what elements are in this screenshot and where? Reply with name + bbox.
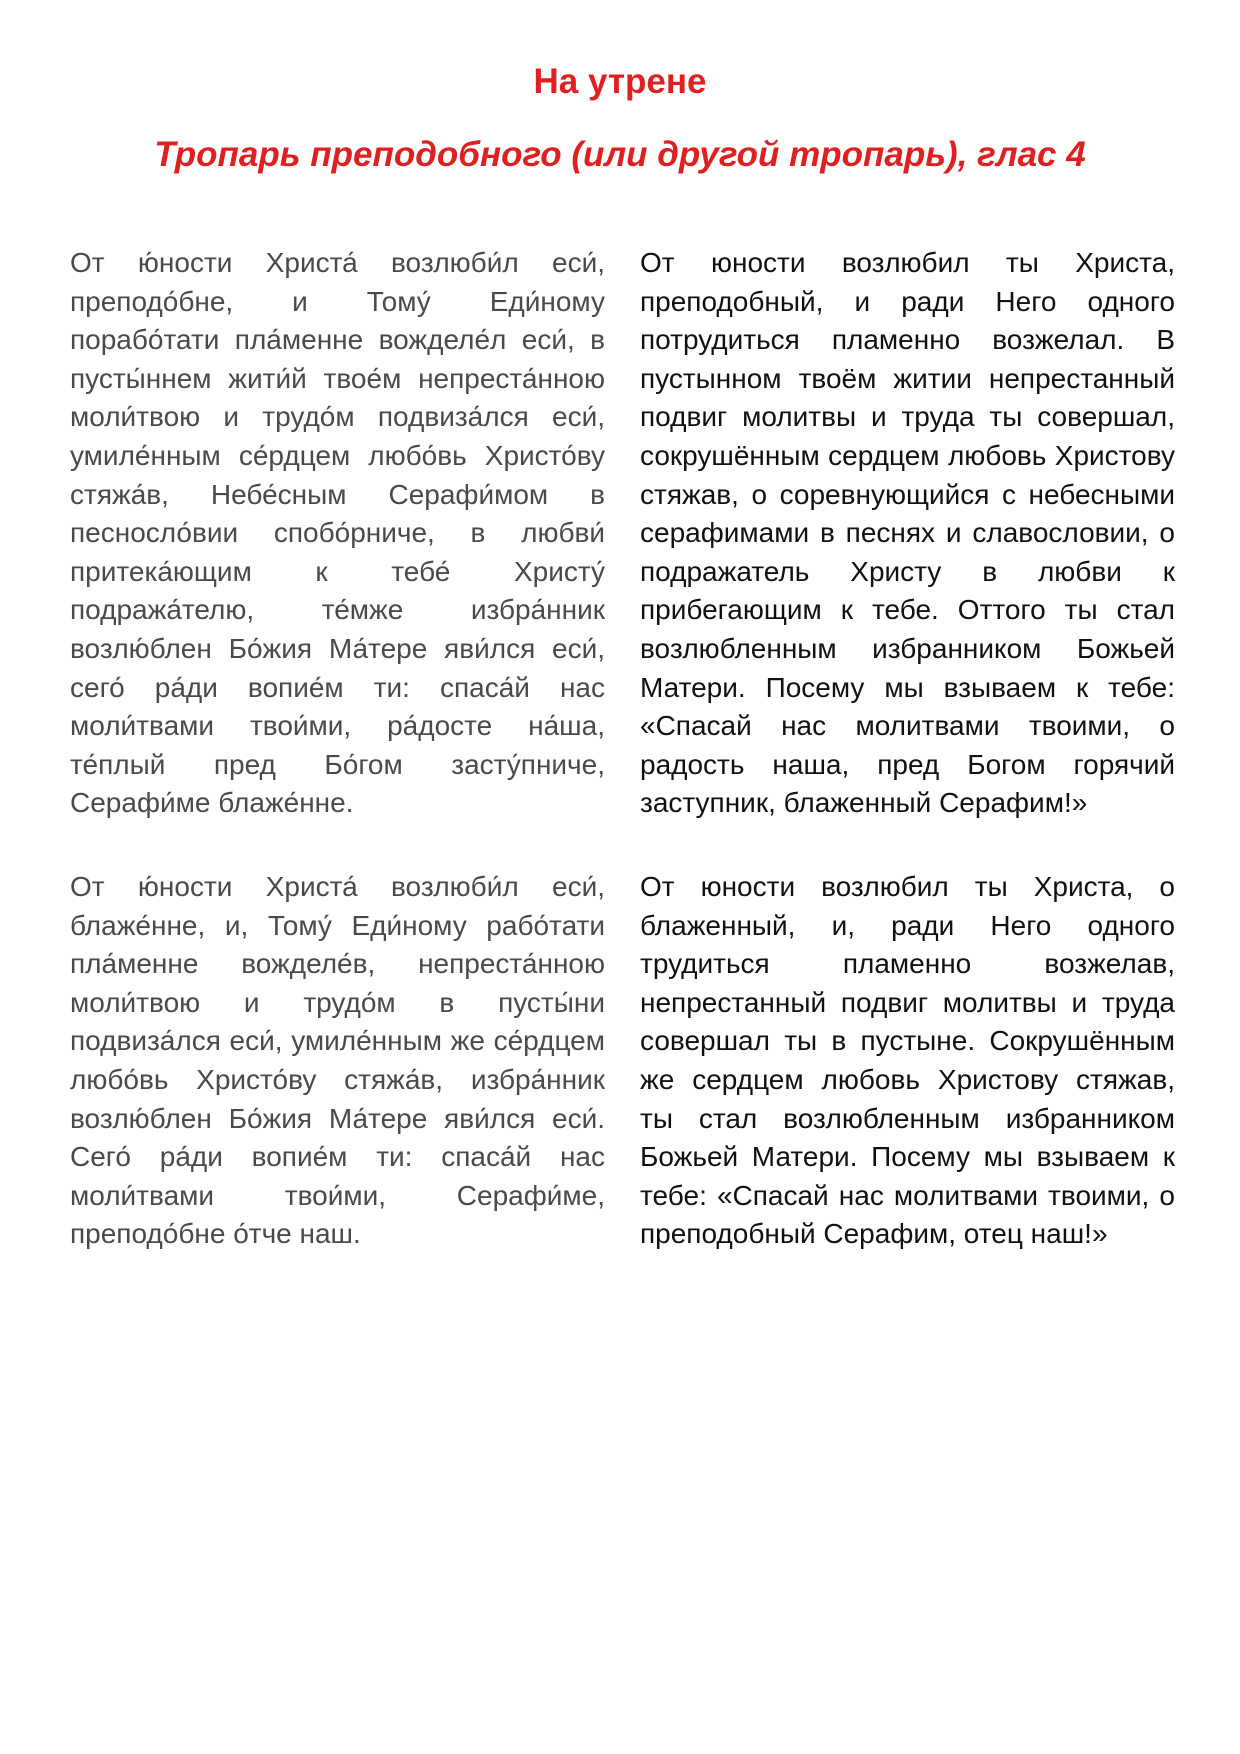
- page-subtitle: Тропарь преподобного (или другой тропарь), глас 4: [154, 135, 1086, 174]
- church-slavonic-text-2: От ю́ности Христа́ возлюби́л еси́, блаже́нне, и, Тому́ Еди́ному рабо́тати пла́менне вожделе́в, непреста́нною моли́твою и трудо́м в пусты́ни подвиза́лся еси́, умиле́нным же се́рдцем любо́вь Христо́ву стяжа́в, избра́нник возлю́блен Бо́жия Ма́тере яви́лся еси́. Сего́ ра́ди вопие́м ти: спаса́й нас моли́твами твои́ми, Серафи́ме, преподо́бне о́тче наш.: [70, 871, 605, 1250]
- russian-text-2: От юности возлюбил ты Христа, о блаженный, и, ради Него одного трудиться пламенно возжелав, непрестанный подвиг молитвы и труда совершал ты в пустыне. Сокрушённым же сердцем любовь Христову стяжав, ты стал возлюбленным избранником Божьей Матери. Посему мы взываем к тебе: «Спасай нас молитвами твоими, о преподобный Серафим, отец наш!»: [640, 871, 1175, 1250]
- page-title: На утрене: [533, 62, 707, 101]
- russian-text-1: От юности возлюбил ты Христа, преподобный, и ради Него одного потрудиться пламенно возжелал. В пустынном твоём житии непрестанный подвиг молитвы и труда ты совершал, сокрушённым сердцем любовь Христову стяжав, о соревнующийся с небесными серафимами в песнях и славословии, о подражатель Христу в любви к прибегающим к тебе. Оттого ты стал возлюбленным избранником Божьей Матери. Посему мы взываем к тебе: «Спасай нас молитвами твоими, о радость наша, пред Богом горячий заступник, блаженный Серафим!»: [640, 247, 1175, 819]
- troparion-section-1: [70, 244, 1175, 823]
- church-slavonic-text-1: От ю́ности Христа́ возлюби́л еси́, преподо́бне, и Тому́ Еди́ному порабо́тати пла́менне вожделе́л еси́, в пусты́ннем жити́й твое́м непреста́нною моли́твою и трудо́м подвиза́лся еси́, умиле́нным се́рдцем любо́вь Христо́ву стяжа́в, Небе́сным Серафи́мом в песносло́вии спобо́рниче, в любви́ притека́ющим к тебе́ Христу́ подража́телю, те́мже избра́нник возлю́блен Бо́жия Ма́тере яви́лся еси́, сего́ ра́ди вопие́м ти: спаса́й нас моли́твами твои́ми, ра́досте на́ша, те́плый пред Бо́гом засту́пниче, Серафи́ме блаже́нне.: [70, 247, 605, 819]
- troparion-section-2: [70, 868, 1175, 1254]
